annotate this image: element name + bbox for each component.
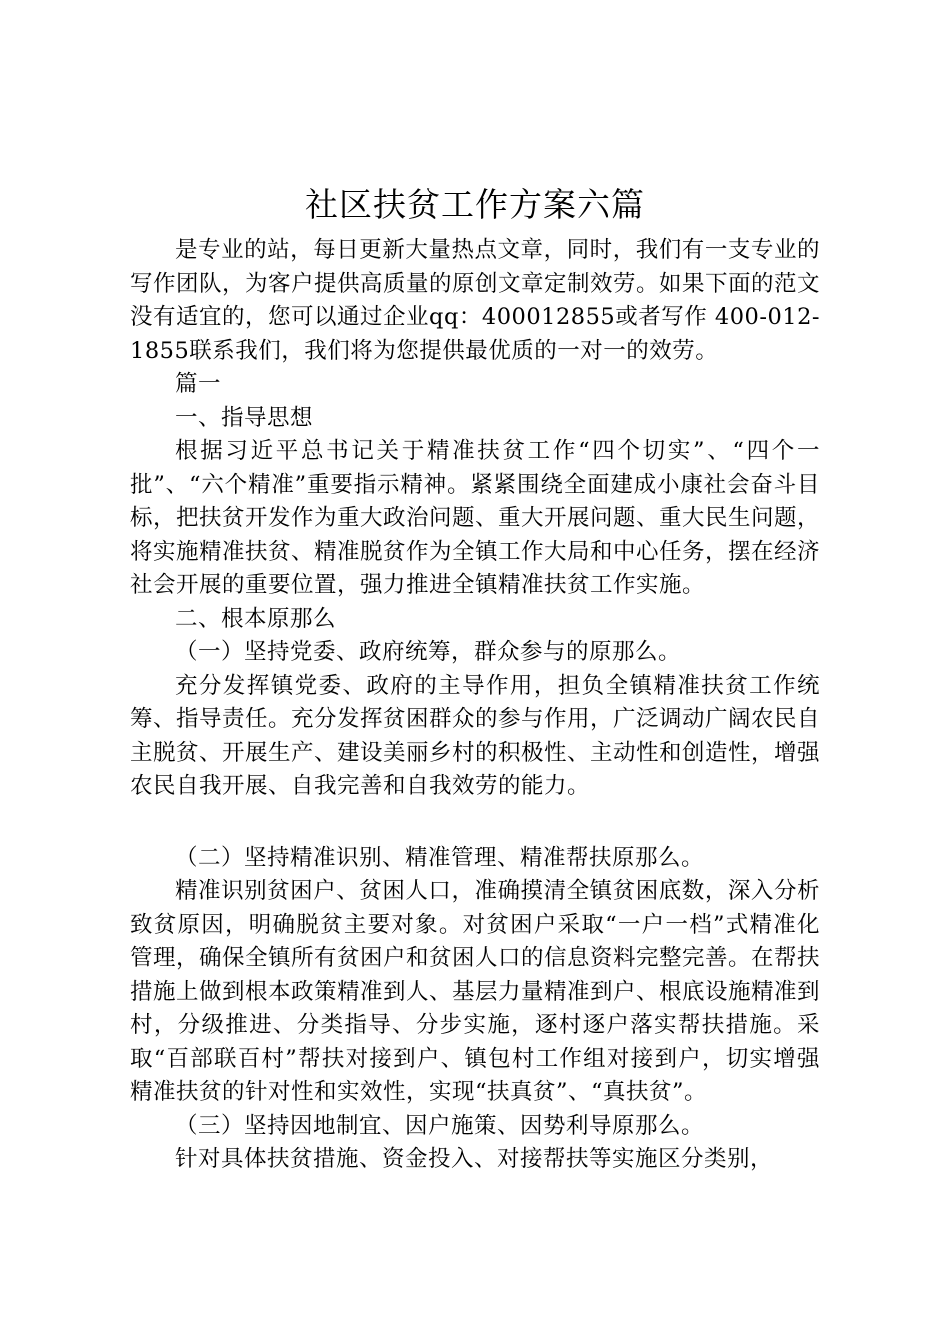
paragraph-principle-2: 精准识别贫困户、贫困人口，准确摸清全镇贫困底数，深入分析致贫原因，明确脱贫主要对象。对贫困户采取“一户一档”式精准化管理，确保全镇所有贫困户和贫困人口的信息资料完整完善。在帮扶措施上做到根本政策精准到人、基层力量精准到户、根底设施精准到村，分级推进、分类指导、分步实施，逐村逐户落实帮扶措施。采取“百部联百村”帮扶对接到户、镇包村工作组对接到户，切实增强精准扶贫的针对性和实效性，实现“扶真贫”、“真扶贫”。 (130, 878, 821, 1105)
subheading-principle-2: （二）坚持精准识别、精准管理、精准帮扶原那么。 (175, 844, 705, 871)
paragraph-principle-1: 充分发挥镇党委、政府的主导作用，担负全镇精准扶贫工作统筹、指导责任。充分发挥贫困群众的参与作用，广泛调动广阔农民自主脱贫、开展生产、建设美丽乡村的积极性、主动性和创造性，增强农民自我开展、自我完善和自我效劳的能力。 (130, 672, 821, 799)
paragraph-gap (130, 804, 820, 842)
document-title: 社区扶贫工作方案六篇 (305, 185, 645, 224)
heading-basic-principles: 二、根本原那么 (175, 605, 337, 632)
paragraph-guiding-thought: 根据习近平总书记关于精准扶贫工作“四个切实”、“四个一批”、“六个精准”重要指示精神。紧紧围绕全面建成小康社会奋斗目标，把扶贫开发作为重大政治问题、重大开展问题、重大民生问题，将实施精准扶贫、精准脱贫作为全镇工作大局和中心任务，摆在经济社会开展的重要位置，强力推进全镇精准扶贫工作实施。 (130, 438, 821, 598)
subheading-principle-3: （三）坚持因地制宜、因户施策、因势利导原那么。 (175, 1112, 705, 1139)
paragraph-principle-3: 针对具体扶贫措施、资金投入、对接帮扶等实施区分类别， (175, 1146, 774, 1172)
heading-guiding-thought: 一、指导思想 (175, 404, 314, 431)
section-label: 篇一 (175, 371, 222, 397)
subheading-principle-1: （一）坚持党委、政府统筹，群众参与的原那么。 (175, 639, 682, 665)
intro-paragraph: 是专业的站，每日更新大量热点文章，同时，我们有一支专业的写作团队，为客户提供高质量的原创文章定制效劳。如果下面的范文没有适宜的，您可以通过企业qq：400012855或者写作 400-012-1855联系我们，我们将为您提供最优质的一对一的效劳。 (130, 237, 821, 364)
document-body (130, 234, 820, 1177)
